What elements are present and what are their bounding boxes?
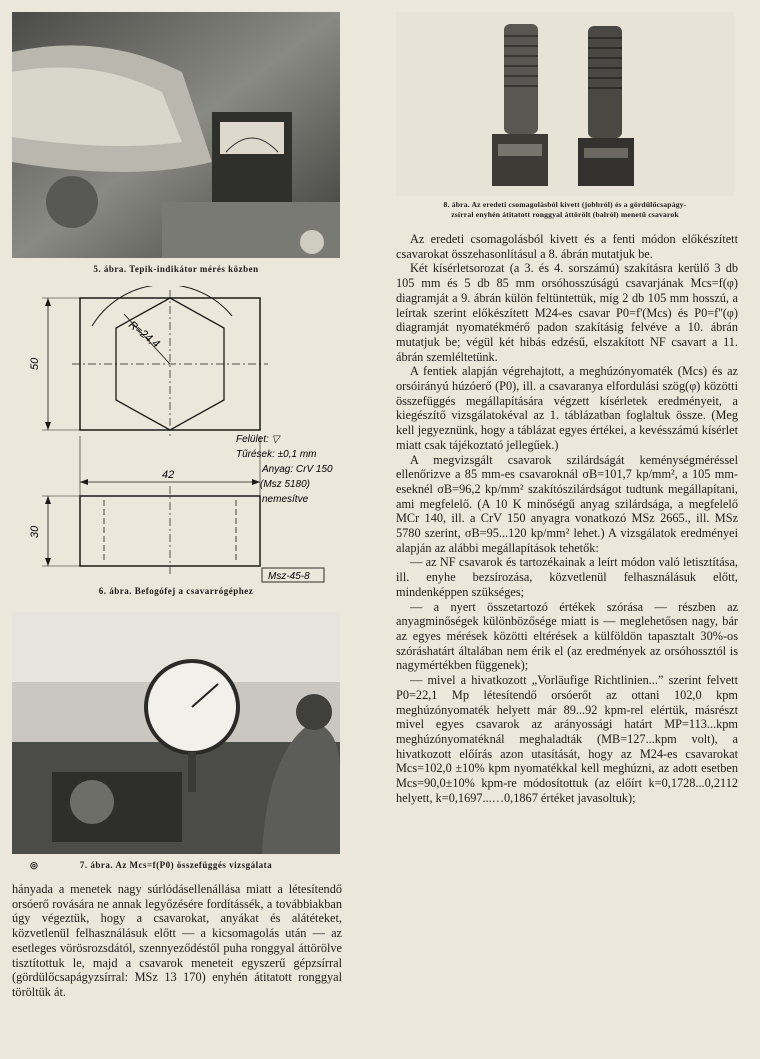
figure-7-photo-art — [12, 612, 340, 854]
dimension-width: 42 — [162, 469, 175, 481]
figure-5-caption: 5. ábra. Tepik-indikátor mérés közben — [93, 264, 259, 274]
figure-7-mark: ◎ — [30, 860, 39, 870]
note-surface: Felület: ▽ — [236, 434, 280, 445]
right-paragraph-7: — mivel a hivatkozott „Vorläufige Richtlinien...” szerint felvett P0=22,1 Mp létesítendő orsóerőt az ottani 102,0 kpm meghúzónyomaték helyett már 89...92 kpm-rel elértük, másrészt mivel egyes csavarok az arányossági határt MP=113...kpm meghúzónyomatéknál meghaladták (MB=127...kpm volt), a hivatkozott előírás azon utasítását, hogy az M24-es csavarokat Mcs=102,0 ±10% kpm nyomatékkal kell meghúzni, az adott esetben Mcs=90,0±10% kpm-re módosítottuk (az előírt k=0,1728...0,2112 helyett, k=0,1697...…0,1867 értéket javasoltuk); — [396, 673, 738, 805]
right-paragraph-6: — a nyert összetartozó értékek szórása — részben az anyagminőségek különbözősége miatt is — meglehetősen nagy, bár az egyes mérések közötti eltérések a külföldön tapasztalt 30%-os szóráshatárt általában nem érik el (az eredmények az orsóhossztól is nagymértékben függenek); — [396, 599, 738, 673]
radius-label: R=24,4 — [126, 318, 162, 351]
note-material: Anyag: CrV 150 — [262, 464, 333, 475]
note-tolerance: Tűrések: ±0,1 mm — [236, 449, 317, 460]
dimension-height-lower: 30 — [29, 525, 41, 538]
figure-5-photo — [12, 12, 340, 258]
figure-8-caption-line-2: zsírral enyhén átitatott ronggyal áttörölt (balról) menetű csavarok — [451, 210, 679, 219]
figure-7-photo — [12, 612, 340, 854]
figure-8-photo — [396, 12, 734, 196]
right-paragraph-3: A fentiek alapján végrehajtott, a meghúzónyomaték (Mcs) és az orsóirányú húzóerő (P0), ill. a csavaranya elfordulási szög(φ) közötti összefüggés megállapítására végzett kísérletek eredményeit, a kiegészítő vizsgálatokéval az 1. táblázatban foglaltuk össze. (Meg kell jegyeznünk, hogy a táblázat egyes értékei, a kevésszámú kísérlet miatt csak tájékoztató jellegűek.) — [396, 364, 738, 452]
dimension-height-hex: 50 — [29, 357, 41, 370]
figure-5-photo-art — [12, 12, 340, 258]
left-text-column — [12, 882, 342, 1000]
figure-8-photo-art — [396, 12, 734, 196]
figure-6-drawing — [12, 286, 340, 592]
stamp-label: Msz-45-8 — [268, 571, 310, 582]
right-paragraph-2: Két kísérletsorozat (a 3. és 4. sorszámú) szakításra kerülő 3 db 105 mm és 5 db 85 mm orsóhosszúságú csavarjának Mcs=f(φ) diagramját a 9. ábrán külön feltüntettük, míg 2 db 105 mm hosszú, a leírtak szerint előkészített M24-es csavar P0=f'(Mcs) és P0=f''(φ) diagramját nyomatékmérő padon szakításig felvéve a 10. ábrán mutatjuk be; végül két hibás edzésű, elszakított NF csavart a 11. ábrán szemléltetünk. — [396, 261, 738, 364]
right-paragraph-4: A megvizsgált csavarok szilárdságát keménységméréssel ellenőrizve a 85 mm-es csavaroknál σB=101,7 kp/mm², a 105 mm-eseknél σB=96,2 kp/mm² szakítószilárdságot tudtunk megállapítani, ami megfelelő. (A 10 K minőségű anyag szilárdsága, a megfelelő MCr 140, ill. a CrV 150 anyagra vonatkozó MSz 2665., ill. MSz 5780 szerint, σB=95...120 kp/mm² lehet.) A vizsgálatok eredményei alapján az alábbi megállapítások tehetők: — [396, 452, 738, 555]
figure-8-caption — [396, 200, 734, 220]
note-standard: (Msz 5180) — [260, 479, 311, 490]
figure-7-caption-text: 7. ábra. Az Mcs=f(P0) összefüggés vizsgálata — [79, 860, 273, 870]
figure-8-caption-line-1: 8. ábra. Az eredeti csomagolásból kivett (jobbról) és a gördülőcsapágy- — [443, 200, 687, 209]
figure-7-caption — [12, 860, 340, 870]
note-treatment: nemesítve — [262, 494, 309, 505]
right-paragraph-1: Az eredeti csomagolásból kivett és a fenti módon előkészített csavarokat összehasonlításul a 8. ábrán mutatjuk be. — [396, 232, 738, 261]
figure-6-caption: 6. ábra. Befogófej a csavarrógéphez — [98, 586, 254, 596]
left-paragraph-1: hányada a menetek nagy súrlódásellenállása miatt a létesítendő orsóerő rovására ne annak legyőzésére fordítássék, a továbbiakban úgy végeztük, hogy a csavarokat, anyákat és alátéteket, közvetlenül felhasználásuk előtt — a kicsomagolás után — az esetleges vörösrozsdától, szennyeződéstől puha ronggyal áttörölve tisztítottuk le, majd a csavarok meneteit egyszerű gépzsírral (gördülőcsapágyzsírral: MSz 13 170) enyhén átitatott ronggyal töröltük át. — [12, 882, 342, 999]
right-paragraph-5: — az NF csavarok és tartozékainak a leírt módon való letisztítása, ill. enyhe bezsírozása, közvetlenül felhasználásuk előtt, mindenképpen szükséges; — [396, 555, 738, 599]
right-text-column — [396, 232, 738, 805]
